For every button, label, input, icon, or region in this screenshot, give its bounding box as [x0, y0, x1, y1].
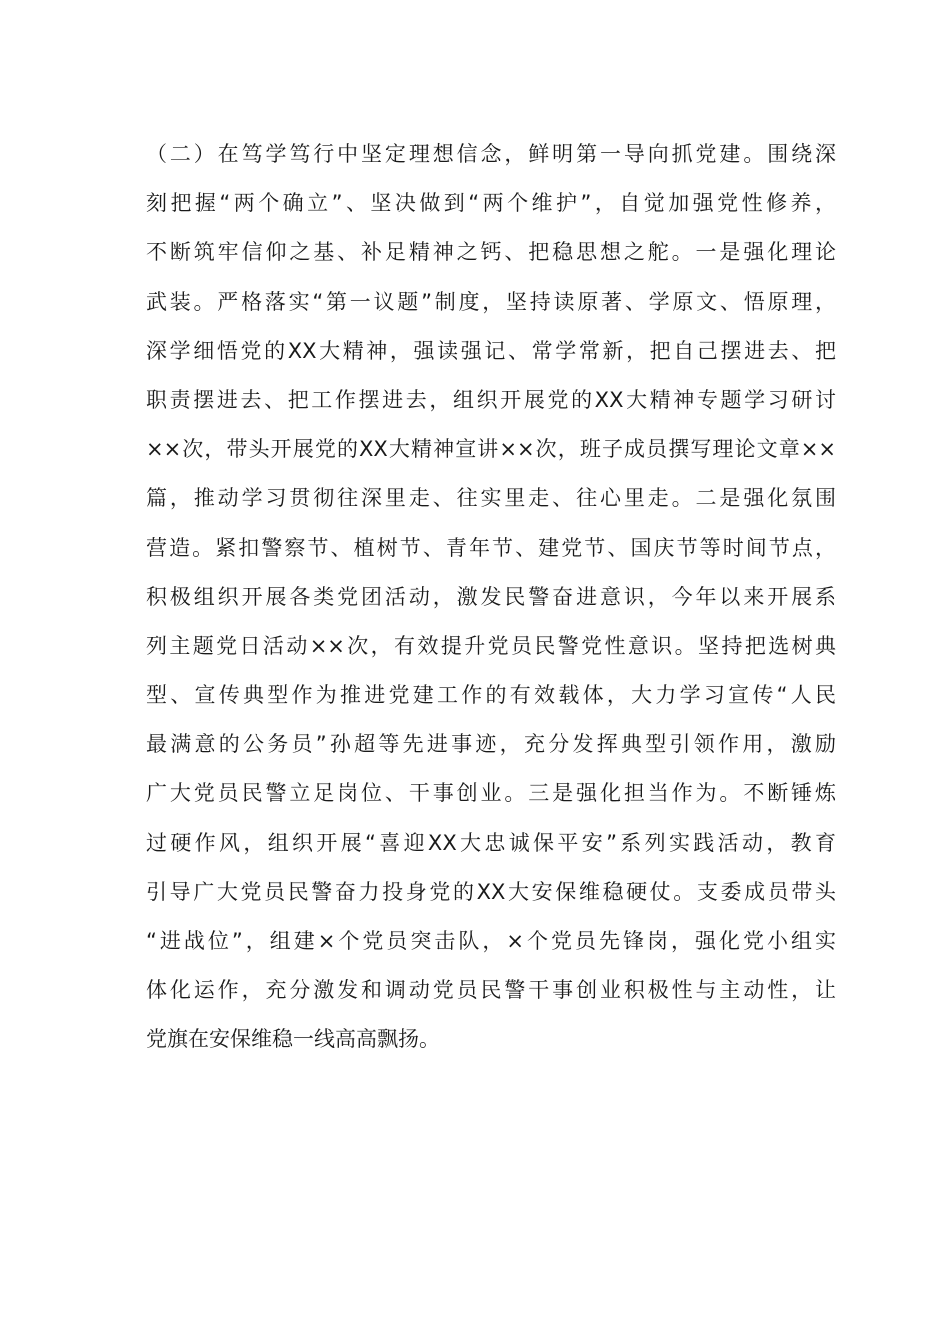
- text-line: 积极组织开展各类党团活动，激发民警奋进意识，今年以来开展系: [146, 584, 836, 609]
- text-line: ××次，带头开展党的XX大精神宣讲××次，班子成员撰写理论文章××: [146, 437, 836, 462]
- text-line: 型、宣传典型作为推进党建工作的有效载体，大力学习宣传“人民: [146, 683, 836, 708]
- text-line: 不断筑牢信仰之基、补足精神之钙、把稳思想之舵。一是强化理论: [146, 240, 836, 265]
- text-line: 职责摆进去、把工作摆进去，组织开展党的XX大精神专题学习研讨: [146, 387, 836, 412]
- text-line: 列主题党日活动××次，有效提升党员民警党性意识。坚持把选树典: [146, 633, 836, 658]
- text-line: 引导广大党员民警奋力投身党的XX大安保维稳硬仗。支委成员带头: [146, 879, 836, 904]
- text-line: 武装。严格落实“第一议题”制度，坚持读原著、学原文、悟原理，: [146, 289, 836, 314]
- text-line: “进战位”，组建×个党员突击队，×个党员先锋岗，强化党小组实: [146, 929, 836, 953]
- text-line: 营造。紧扣警察节、植树节、青年节、建党节、国庆节等时间节点，: [146, 535, 836, 560]
- text-line: 刻把握“两个确立”、坚决做到“两个维护”，自觉加强党性修养，: [146, 191, 836, 216]
- text-line: 党旗在安保维稳一线高高飘扬。: [146, 1027, 440, 1052]
- body-paragraph: [146, 130, 836, 1065]
- text-line: 深学细悟党的XX大精神，强读强记、常学常新，把自己摆进去、把: [146, 338, 836, 363]
- text-line: 广大党员民警立足岗位、干事创业。三是强化担当作为。不断锤炼: [146, 781, 836, 806]
- text-line: 篇，推动学习贯彻往深里走、往实里走、往心里走。二是强化氛围: [146, 486, 836, 511]
- text-line: （二）在笃学笃行中坚定理想信念，鲜明第一导向抓党建。围绕深: [146, 142, 836, 166]
- text-line: 最满意的公务员”孙超等先进事迹，充分发挥典型引领作用，激励: [146, 732, 836, 757]
- text-line: 过硬作风，组织开展“喜迎XX大忠诚保平安”系列实践活动，教育: [146, 830, 836, 855]
- text-line: 体化运作，充分激发和调动党员民警干事创业积极性与主动性，让: [146, 978, 836, 1003]
